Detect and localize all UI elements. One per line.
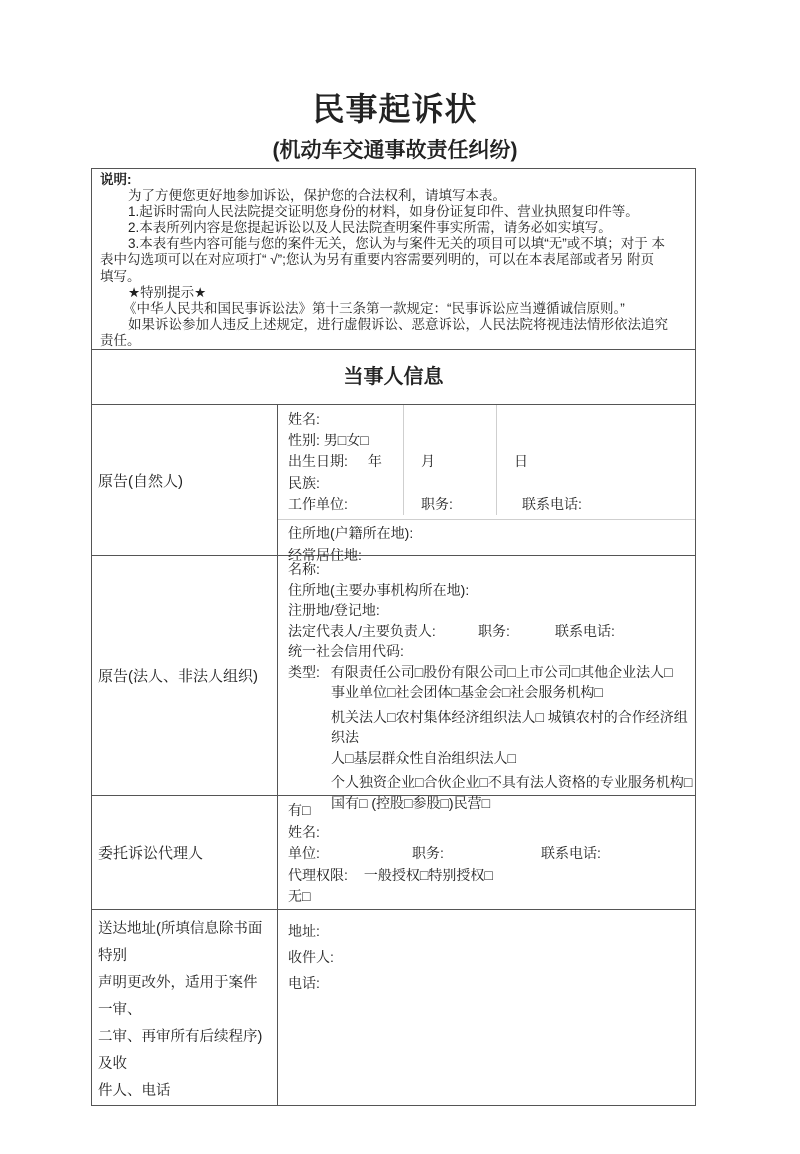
dob-row [288, 451, 403, 472]
residence-label: 住所地(户籍所在地): [288, 525, 414, 541]
note-line: 1.起诉时需向人民法院提交证明您身份的材料，如身份证复印件、营业执照复印件等。 [128, 204, 639, 220]
plaintiff-natural-content [278, 405, 695, 563]
note-line: 3.本表有些内容可能与您的案件无关，您认为与案件无关的项目可以填“无”或不填；对于 本 [128, 236, 665, 252]
section-header-party-info: 当事人信息 [92, 350, 695, 405]
phone-label: 联系电话: [522, 495, 582, 512]
registered-address-label: 注册地/登记地: [288, 602, 380, 618]
service-address-label-line: 声明更改外，适用于案件一审、 [98, 975, 258, 1018]
org-type-options: 个人独资企业□合伙企业□不具有法人资格的专业服务机构□ [331, 774, 693, 790]
service-address-label-line: 件人、电话 [98, 1083, 171, 1099]
org-type-options: 机关法人□农村集体经济组织法人□ 城镇农村的合作经济组织法 [331, 708, 688, 745]
org-domicile-label: 住所地(主要办事机构所在地): [288, 581, 470, 598]
note-line-heading: 说明: [100, 172, 132, 187]
dob-label: 出生日期: [288, 453, 348, 470]
service-address-label-line: 送达地址(所填信息除书面特别 [98, 921, 263, 964]
notes-box [92, 169, 695, 350]
agent-authority-row [288, 865, 695, 887]
agent-has-label: 有□ [288, 802, 311, 818]
org-type-options: 事业单位□社会团体□基金会□社会服务机构□ [331, 684, 603, 700]
phone-label: 联系电话: [555, 622, 615, 639]
name-label: 姓名: [288, 411, 320, 427]
agent-content [278, 796, 695, 909]
dob-month-label: 月 [421, 453, 435, 470]
org-type-row [288, 662, 695, 683]
row-label-plaintiff-natural: 原告(自然人) [92, 405, 278, 555]
note-line: 《中华人民共和国民事诉讼法》第十三条第一款规定：“民事诉讼应当遵循诚信原则。” [123, 300, 625, 316]
service-address-label-line: 二审、再审所有后续程序)及收 [98, 1029, 263, 1072]
legal-rep-label: 法定代表人/主要负责人: [288, 622, 436, 639]
gender-label: 性别: 男□女□ [288, 432, 369, 449]
phone-label: 联系电话: [541, 845, 601, 861]
org-type-options: 人□基层群众性自治组织法人□ [331, 749, 516, 766]
agent-name-label: 姓名: [288, 823, 320, 840]
note-line: 表中勾选项可以在对应项打“ √”;您认为另有重要内容需要列明的，可以在本表尾部或者另 附页 [100, 252, 655, 268]
note-line: 为了方便您更好地参加诉讼，保护您的合法权利，请填写本表。 [128, 188, 506, 204]
legal-rep-row [288, 621, 695, 642]
column-divider-line [496, 405, 497, 515]
note-line-special-tip: ★特别提示★ [128, 284, 207, 300]
row-agent [92, 796, 695, 910]
authority-options: 一般授权□特别授权□ [363, 866, 493, 883]
page-title: 民事起诉状 [312, 91, 478, 127]
agent-unit-row [288, 843, 695, 865]
note-line: 责任。 [100, 332, 141, 348]
work-unit-label: 工作单位: [288, 495, 348, 512]
agent-none-label: 无□ [288, 888, 311, 904]
org-type-options: 有限责任公司□股份有限公司□上市公司□其他企业法人□ [330, 663, 673, 680]
position-label: 职务: [412, 845, 444, 861]
row-label-plaintiff-org: 原告(法人、非法人组织) [92, 556, 278, 795]
row-label-service-address [92, 910, 278, 1105]
org-type-label: 类型: [288, 663, 320, 680]
recipient-label: 收件人: [288, 949, 334, 965]
row-label-agent: 委托诉讼代理人 [92, 796, 278, 909]
address-label: 地址: [288, 923, 320, 939]
note-line: 如果诉讼参加人违反上述规定，进行虚假诉讼、恶意诉讼，人民法院将视违法情形依法追究 [128, 316, 668, 332]
column-divider-line [403, 405, 404, 515]
plaintiff-org-content [278, 556, 695, 811]
civil-complaint-form [91, 168, 696, 1106]
note-line: 2.本表所列内容是您提起诉讼以及人民法院查明案件事实所需，请务必如实填写。 [128, 220, 612, 236]
habitual-residence-label: 经常居住地: [288, 547, 362, 563]
dob-day-label: 日 [514, 453, 528, 470]
org-type-options: 国有□ (控股□参股□)民营□ [331, 794, 491, 811]
service-address-content [278, 910, 695, 1007]
unit-label: 单位: [288, 845, 320, 861]
dob-year-label: 年 [367, 453, 382, 470]
note-line: 填写。 [100, 268, 141, 284]
row-plaintiff-natural [92, 405, 695, 563]
page-subtitle: (机动车交通事故责任纠纷) [272, 139, 518, 162]
position-label: 职务: [421, 495, 453, 512]
phone-label: 电话: [288, 975, 320, 991]
row-service-address [92, 910, 695, 1105]
ethnicity-label: 民族: [288, 474, 320, 491]
org-name-label: 名称: [288, 561, 320, 577]
position-label: 职务: [478, 622, 510, 639]
authority-label: 代理权限: [288, 866, 348, 883]
credit-code-label: 统一社会信用代码: [288, 643, 404, 659]
row-plaintiff-org [92, 556, 695, 811]
